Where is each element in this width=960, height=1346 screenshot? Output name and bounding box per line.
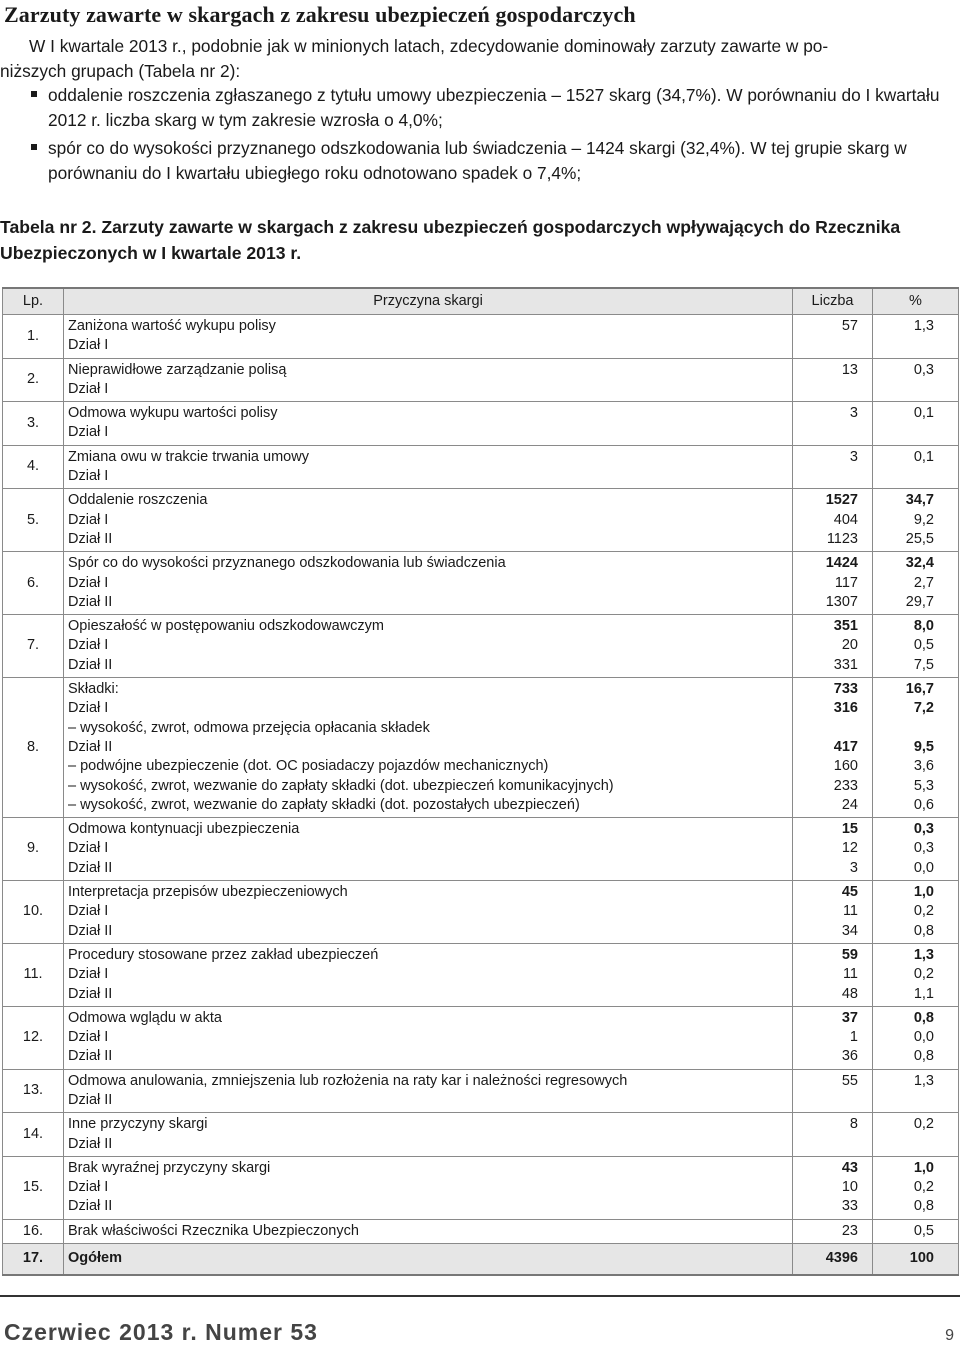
table-row xyxy=(3,1069,959,1113)
row-number: 5. xyxy=(3,489,64,552)
reason-line: Interpretacja przepisów ubezpieczeniowych xyxy=(68,884,348,901)
percent-value: 25,5 xyxy=(905,530,934,547)
total-number: 17. xyxy=(3,1244,64,1276)
count-value: 11 xyxy=(842,903,858,920)
total-count: 4396 xyxy=(793,1244,873,1276)
table-row xyxy=(3,678,959,818)
percent-value: 1,3 xyxy=(913,946,934,963)
header-count: Liczba xyxy=(793,288,873,315)
row-reason xyxy=(64,402,793,446)
table-row xyxy=(3,615,959,678)
row-percent xyxy=(873,615,959,678)
count-value: 404 xyxy=(833,511,858,528)
reason-line: Dział II xyxy=(68,1198,113,1215)
row-number: 12. xyxy=(3,1006,64,1069)
percent-value: 0,2 xyxy=(913,1116,934,1133)
reason-line: – wysokość, zwrot, odmowa przejęcia opłacania składek xyxy=(68,719,430,736)
count-value: 55 xyxy=(841,1072,858,1089)
count-value: 1424 xyxy=(825,555,858,572)
table-row xyxy=(3,881,959,944)
percent-value xyxy=(875,423,934,442)
bullet-text: spór co do wysokości przyznanego odszkodowania lub świadczenia – 1424 skargi (32,4%). W tej grupie skarg w porównaniu do I kwartału ubiegłego roku odnotowano spadek o 7,4%; xyxy=(48,138,907,183)
reason-line: Inne przyczyny skargi xyxy=(68,1116,208,1133)
count-value: 15 xyxy=(841,821,858,838)
count-value xyxy=(795,719,858,738)
row-number: 2. xyxy=(3,358,64,402)
reason-line: Odmowa wykupu wartości polisy xyxy=(68,405,278,422)
row-number: 14. xyxy=(3,1113,64,1157)
percent-value: 7,2 xyxy=(913,700,934,717)
bullet-list xyxy=(28,83,958,189)
row-reason xyxy=(64,1069,793,1113)
count-value xyxy=(795,380,858,399)
row-number: 9. xyxy=(3,818,64,881)
row-reason xyxy=(64,1219,793,1243)
percent-value xyxy=(875,336,934,355)
count-value: 1 xyxy=(849,1029,858,1046)
count-value: 733 xyxy=(833,681,858,698)
table-header-row xyxy=(3,288,959,315)
percent-value: 3,6 xyxy=(913,758,934,775)
row-percent xyxy=(873,943,959,1006)
percent-value: 0,5 xyxy=(913,637,934,654)
percent-value: 1,3 xyxy=(913,318,934,334)
row-count xyxy=(793,1113,873,1157)
header-lp: Lp. xyxy=(3,288,64,315)
percent-value xyxy=(875,1135,934,1154)
percent-value xyxy=(875,719,934,738)
table-row xyxy=(3,1219,959,1243)
count-value: 10 xyxy=(841,1179,858,1196)
reason-line: Dział II xyxy=(68,1135,113,1152)
reason-line: Dział I xyxy=(68,1029,109,1046)
percent-value: 0,6 xyxy=(913,796,934,813)
percent-value: 0,2 xyxy=(913,903,934,920)
row-reason xyxy=(64,552,793,615)
intro-text-line-2: niższych grupach (Tabela nr 2): xyxy=(0,61,241,81)
table-caption xyxy=(0,214,958,266)
reason-line: Brak właściwości Rzecznika Ubezpieczonych xyxy=(68,1222,359,1239)
count-value: 13 xyxy=(841,361,858,378)
row-count xyxy=(793,445,873,489)
footer-issue: Czerwiec 2013 r. Numer 53 xyxy=(4,1319,318,1345)
table-row xyxy=(3,1113,959,1157)
row-number: 6. xyxy=(3,552,64,615)
count-value: 233 xyxy=(833,777,858,794)
table-row xyxy=(3,1156,959,1219)
reason-line: Zmiana owu w trakcie trwania umowy xyxy=(68,448,309,465)
table-row xyxy=(3,489,959,552)
percent-value: 9,5 xyxy=(913,738,934,755)
percent-value xyxy=(875,1091,934,1110)
row-count xyxy=(793,489,873,552)
row-count xyxy=(793,678,873,818)
row-number: 11. xyxy=(3,943,64,1006)
reason-line: Dział I xyxy=(68,380,109,397)
reason-line: Zaniżona wartość wykupu polisy xyxy=(68,318,276,334)
percent-value: 2,7 xyxy=(913,574,934,591)
count-value: 24 xyxy=(841,796,858,813)
percent-value: 0,2 xyxy=(913,966,934,983)
page-title: Zarzuty zawarte w skargach z zakresu ubezpieczeń gospodarczych xyxy=(4,2,636,27)
reason-line: Dział I xyxy=(68,337,109,354)
row-reason xyxy=(64,881,793,944)
reason-line: – podwójne ubezpieczenie (dot. OC posiadaczy pojazdów mechanicznych) xyxy=(68,758,549,775)
row-count xyxy=(793,818,873,881)
row-percent xyxy=(873,678,959,818)
count-value: 23 xyxy=(841,1222,858,1239)
percent-value: 1,0 xyxy=(913,884,934,901)
percent-value: 16,7 xyxy=(905,681,934,698)
row-number: 10. xyxy=(3,881,64,944)
count-value: 48 xyxy=(841,985,858,1002)
count-value xyxy=(795,1135,858,1154)
row-count xyxy=(793,881,873,944)
reason-line: Brak wyraźnej przyczyny skargi xyxy=(68,1159,271,1176)
row-reason xyxy=(64,943,793,1006)
percent-value: 0,0 xyxy=(913,859,934,876)
row-number: 16. xyxy=(3,1219,64,1243)
reason-line: Dział II xyxy=(68,1091,113,1108)
percent-value: 7,5 xyxy=(913,656,934,673)
table-row xyxy=(3,1006,959,1069)
row-count xyxy=(793,402,873,446)
percent-value: 32,4 xyxy=(905,555,934,572)
reason-line: Dział I xyxy=(68,468,109,485)
bullet-item xyxy=(28,136,958,186)
count-value: 59 xyxy=(841,946,858,963)
row-count xyxy=(793,943,873,1006)
percent-value: 1,0 xyxy=(913,1159,934,1176)
row-count xyxy=(793,552,873,615)
percent-value xyxy=(875,380,934,399)
row-count xyxy=(793,358,873,402)
row-percent xyxy=(873,402,959,446)
table-total-row xyxy=(3,1244,959,1276)
row-percent xyxy=(873,1069,959,1113)
percent-value: 0,3 xyxy=(913,821,934,838)
row-number: 8. xyxy=(3,678,64,818)
count-value: 8 xyxy=(849,1116,858,1133)
header-percent: % xyxy=(873,288,959,315)
row-reason xyxy=(64,1156,793,1219)
row-reason xyxy=(64,445,793,489)
intro-paragraph xyxy=(0,34,958,84)
count-value: 45 xyxy=(841,884,858,901)
reason-line: Składki: xyxy=(68,681,119,698)
row-reason xyxy=(64,489,793,552)
bullet-item xyxy=(28,83,958,133)
row-percent xyxy=(873,818,959,881)
row-number: 3. xyxy=(3,402,64,446)
total-percent: 100 xyxy=(873,1244,959,1276)
row-percent xyxy=(873,1219,959,1243)
count-value: 37 xyxy=(841,1009,858,1026)
row-percent xyxy=(873,315,959,359)
row-reason xyxy=(64,818,793,881)
row-number: 13. xyxy=(3,1069,64,1113)
count-value xyxy=(795,467,858,486)
reason-line: Dział II xyxy=(68,656,113,673)
caption-prefix: Tabela nr 2. xyxy=(0,217,97,237)
row-reason xyxy=(64,315,793,359)
percent-value: 0,8 xyxy=(913,1048,934,1065)
table-row xyxy=(3,402,959,446)
percent-value: 29,7 xyxy=(905,593,934,610)
table-body xyxy=(3,315,959,1276)
reason-line: Dział I xyxy=(68,1179,109,1196)
percent-value: 0,3 xyxy=(913,840,934,857)
percent-value: 0,8 xyxy=(913,922,934,939)
percent-value: 0,8 xyxy=(913,1009,934,1026)
row-number: 7. xyxy=(3,615,64,678)
percent-value: 0,2 xyxy=(913,1179,934,1196)
reason-line: Nieprawidłowe zarządzanie polisą xyxy=(68,361,287,378)
row-count xyxy=(793,1219,873,1243)
count-value: 43 xyxy=(841,1159,858,1176)
count-value: 1527 xyxy=(825,492,858,509)
count-value: 1123 xyxy=(826,530,858,547)
reason-line: Dział II xyxy=(68,593,113,610)
intro-text-line-1: W I kwartale 2013 r., podobnie jak w minionych latach, zdecydowanie dominowały zarzuty zawarte w po- xyxy=(29,36,829,56)
percent-value: 0,8 xyxy=(913,1198,934,1215)
reason-line: – wysokość, zwrot, wezwanie do zapłaty składki (dot. ubezpieczeń komunikacyjnych) xyxy=(68,777,614,794)
table-row xyxy=(3,358,959,402)
reason-line: Odmowa anulowania, zmniejszenia lub rozłożenia na raty kar i należności regresowych xyxy=(68,1072,628,1089)
complaints-table xyxy=(2,287,959,1276)
total-label: Ogółem xyxy=(64,1244,793,1276)
reason-line: Oddalenie roszczenia xyxy=(68,492,208,509)
count-value: 12 xyxy=(841,840,858,857)
row-reason xyxy=(64,678,793,818)
row-percent xyxy=(873,1006,959,1069)
count-value: 3 xyxy=(849,405,858,422)
row-reason xyxy=(64,1113,793,1157)
count-value: 11 xyxy=(842,966,858,983)
row-percent xyxy=(873,1113,959,1157)
row-percent xyxy=(873,881,959,944)
percent-value: 5,3 xyxy=(913,777,934,794)
row-count xyxy=(793,1156,873,1219)
row-number: 1. xyxy=(3,315,64,359)
percent-value: 1,1 xyxy=(913,985,934,1002)
row-count xyxy=(793,315,873,359)
count-value xyxy=(795,336,858,355)
percent-value: 0,1 xyxy=(913,405,934,422)
reason-line: Dział I xyxy=(68,637,109,654)
count-value xyxy=(795,423,858,442)
percent-value: 9,2 xyxy=(913,511,934,528)
reason-line: Dział II xyxy=(68,530,113,547)
reason-line: Dział I xyxy=(68,511,109,528)
reason-line: Dział II xyxy=(68,859,113,876)
footer-rule xyxy=(0,1295,960,1297)
count-value: 34 xyxy=(841,922,858,939)
reason-line: Spór co do wysokości przyznanego odszkodowania lub świadczenia xyxy=(68,555,506,572)
reason-line: Dział I xyxy=(68,424,109,441)
caption-text: Zarzuty zawarte w skargach z zakresu ubezpieczeń gospodarczych wpływających do Rzecznika Ubezpieczonych w I kwartale 2013 r. xyxy=(0,217,901,263)
row-percent xyxy=(873,552,959,615)
table-row xyxy=(3,315,959,359)
table-row xyxy=(3,552,959,615)
row-percent xyxy=(873,445,959,489)
row-count xyxy=(793,1069,873,1113)
count-value: 1307 xyxy=(825,593,858,610)
percent-value: 0,5 xyxy=(913,1222,934,1239)
reason-line: Dział I xyxy=(68,903,109,920)
count-value: 316 xyxy=(833,700,858,717)
reason-line: Procedury stosowane przez zakład ubezpieczeń xyxy=(68,946,379,963)
count-value: 33 xyxy=(841,1198,858,1215)
count-value: 117 xyxy=(834,574,858,591)
row-number: 4. xyxy=(3,445,64,489)
reason-line: Dział I xyxy=(68,700,109,717)
table-row xyxy=(3,818,959,881)
row-number: 15. xyxy=(3,1156,64,1219)
reason-line: Opieszałość w postępowaniu odszkodowawczym xyxy=(68,618,384,635)
reason-line: Odmowa kontynuacji ubezpieczenia xyxy=(68,821,300,838)
percent-value: 1,3 xyxy=(913,1072,934,1089)
row-reason xyxy=(64,615,793,678)
table-row xyxy=(3,445,959,489)
count-value: 36 xyxy=(841,1048,858,1065)
bullet-square-icon xyxy=(31,91,37,97)
row-count xyxy=(793,615,873,678)
header-reason: Przyczyna skargi xyxy=(64,288,793,315)
row-count xyxy=(793,1006,873,1069)
count-value xyxy=(795,1091,858,1110)
reason-line: Odmowa wglądu w akta xyxy=(68,1009,222,1026)
percent-value: 0,0 xyxy=(913,1029,934,1046)
reason-line: Dział I xyxy=(68,840,109,857)
percent-value: 34,7 xyxy=(905,492,934,509)
row-reason xyxy=(64,358,793,402)
count-value: 20 xyxy=(841,637,858,654)
reason-line: Dział II xyxy=(68,985,113,1002)
reason-line: Dział II xyxy=(68,738,113,755)
percent-value: 8,0 xyxy=(913,618,934,635)
percent-value: 0,1 xyxy=(913,448,934,465)
reason-line: Dział I xyxy=(68,966,109,983)
row-percent xyxy=(873,1156,959,1219)
page-number: 9 xyxy=(945,1327,954,1344)
reason-line: – wysokość, zwrot, wezwanie do zapłaty składki (dot. pozostałych ubezpieczeń) xyxy=(68,796,580,813)
row-percent xyxy=(873,489,959,552)
row-percent xyxy=(873,358,959,402)
bullet-square-icon xyxy=(31,144,37,150)
count-value: 331 xyxy=(833,656,858,673)
percent-value: 0,3 xyxy=(913,361,934,378)
reason-line: Dział I xyxy=(68,574,109,591)
table-row xyxy=(3,943,959,1006)
count-value: 3 xyxy=(849,859,858,876)
count-value: 160 xyxy=(833,758,858,775)
count-value: 417 xyxy=(833,738,858,755)
row-reason xyxy=(64,1006,793,1069)
bullet-text: oddalenie roszczenia zgłaszanego z tytułu umowy ubezpieczenia – 1527 skarg (34,7%). W porównaniu do I kwartału 2012 r. liczba skarg w tym zakresie wzrosła o 4,0%; xyxy=(48,85,940,130)
percent-value xyxy=(875,467,934,486)
count-value: 3 xyxy=(849,448,858,465)
count-value: 351 xyxy=(833,618,858,635)
count-value: 57 xyxy=(841,318,858,334)
reason-line: Dział II xyxy=(68,922,113,939)
reason-line: Dział II xyxy=(68,1048,113,1065)
